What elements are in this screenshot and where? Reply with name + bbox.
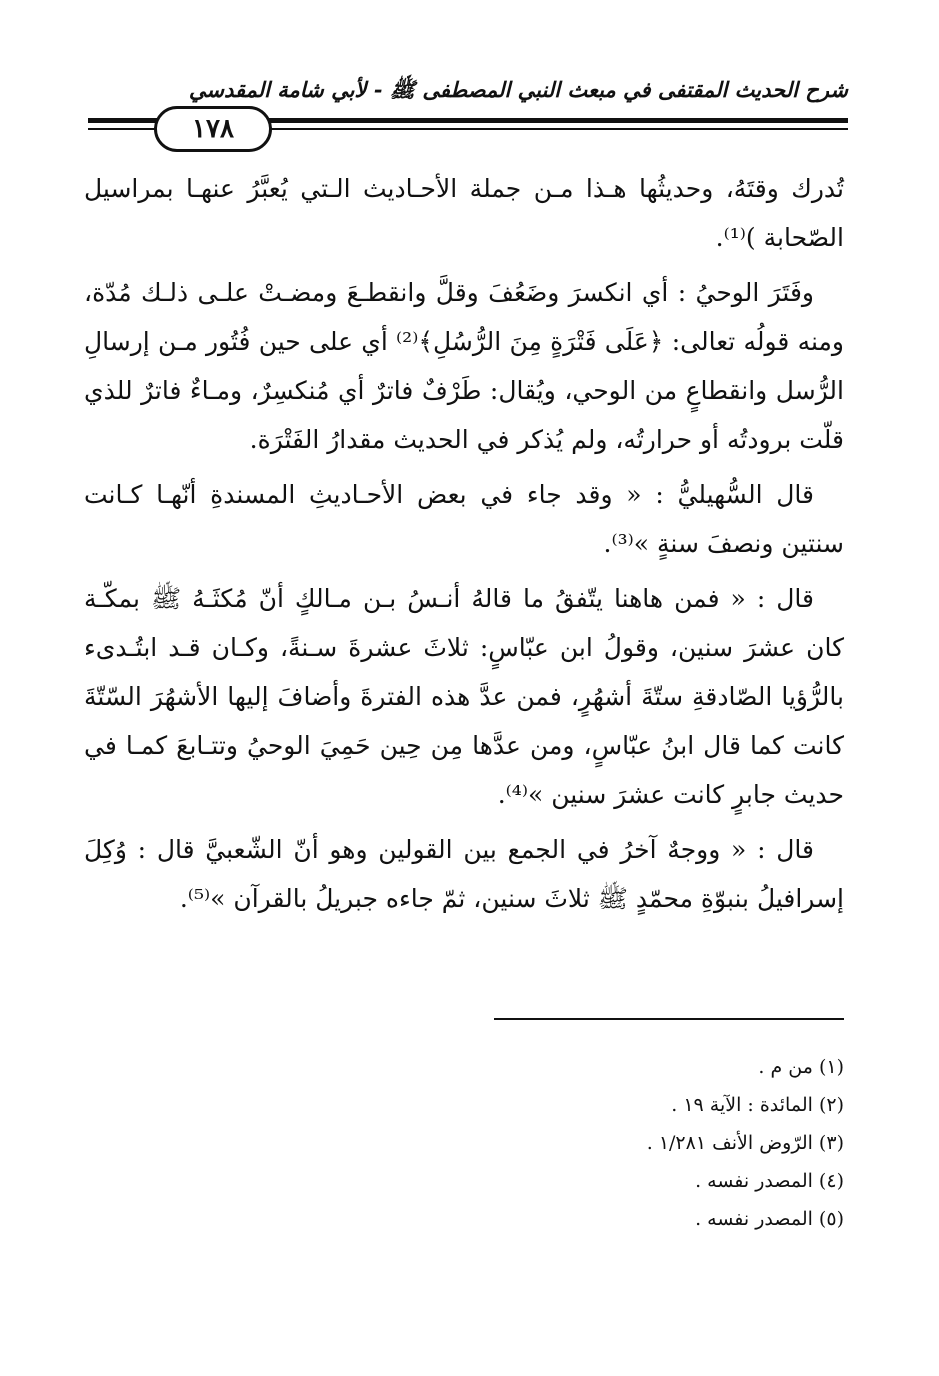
main-text <box>84 164 844 929</box>
footnote-separator <box>494 1018 844 1020</box>
footnote-5: (٥) المصدر نفسه . <box>695 1208 844 1230</box>
paragraph-1: تُدرك وقتَهُ، وحديثُها هـذا مـن جملة الأحـاديث الـتي يُعبَّرُ عنهـا بمراسيل الصّحابة )⁽¹⁾. <box>84 174 844 252</box>
paragraph-4: قال : « فمن هاهنا يتّفقُ ما قالهُ أنـسُ بـن مـالكٍ أنّ مُكثَـهُ ﷺ بمكّـة كان عشرَ سنين، وقولُ ابن عبّاسٍ: ثلاثَ عشرةَ سـنةً، وكـان قـد ابتُـدىء بالرُّؤيا الصّادقةِ ستّةَ أشهُرٍ، فمن عدَّ هذه الفترةَ وأضافَ إليها الأشهُرَ السّتّةَ كانت كما قال ابنُ عبّاسٍ، ومن عدَّها مِن حِين حَمِيَ الوحيُ وتتـابعَ كمـا في حديث جابرٍ كانت عشرَ سنين »⁽⁴⁾. <box>84 584 844 809</box>
paragraph-3: قال السُّهيليُّ : « وقد جاء في بعض الأحـاديثِ المسندةِ أنّهـا كـانت سنتين ونصفَ سنةٍ »⁽³⁾. <box>84 480 844 558</box>
footnote-3: (٣) الرّوض الأنف ١/٢٨١ . <box>646 1132 844 1154</box>
paragraph-5: قال : « ووجهٌ آخرُ في الجمع بين القولين وهو أنّ الشّعبيَّ قال : وُكِلَ إسرافيلُ بنبوّةِ محمّدٍ ﷺ ثلاثَ سنين، ثمّ جاءه جبريلُ بالقرآن »⁽⁵⁾. <box>84 835 844 913</box>
footnotes <box>124 1048 844 1238</box>
running-title: شرح الحديث المقتفى في مبعث النبي المصطفى ﷺ - لأبي شامة المقدسي <box>188 77 848 102</box>
page-header <box>88 74 848 144</box>
page-number: ١٧٨ <box>154 106 272 152</box>
footnote-2: (٢) المائدة : الآية ١٩ . <box>671 1094 844 1116</box>
footnote-4: (٤) المصدر نفسه . <box>695 1170 844 1192</box>
paragraph-2: وفَتَرَ الوحيُ : أي انكسرَ وضَعُفَ وقلَّ وانقطـعَ ومضـتْ علـى ذلـك مُدّة، ومنه قولُه تعالى: ﴿عَلَى فَتْرَةٍ مِنَ الرُّسُلِ﴾⁽²⁾ أي على حين فُتُور مـن إرسالِ الرُّسل وانقطاعٍ من الوحي، ويُقال: طَرْفٌ فاترٌ أي مُنكسِرٌ، ومـاءٌ فاترٌ للذي قلّت برودتُه أو حرارتُه، ولم يُذكر في الحديث مقدارُ الفَتْرَة. <box>84 278 844 454</box>
footnote-1: (١) من م . <box>758 1056 844 1078</box>
